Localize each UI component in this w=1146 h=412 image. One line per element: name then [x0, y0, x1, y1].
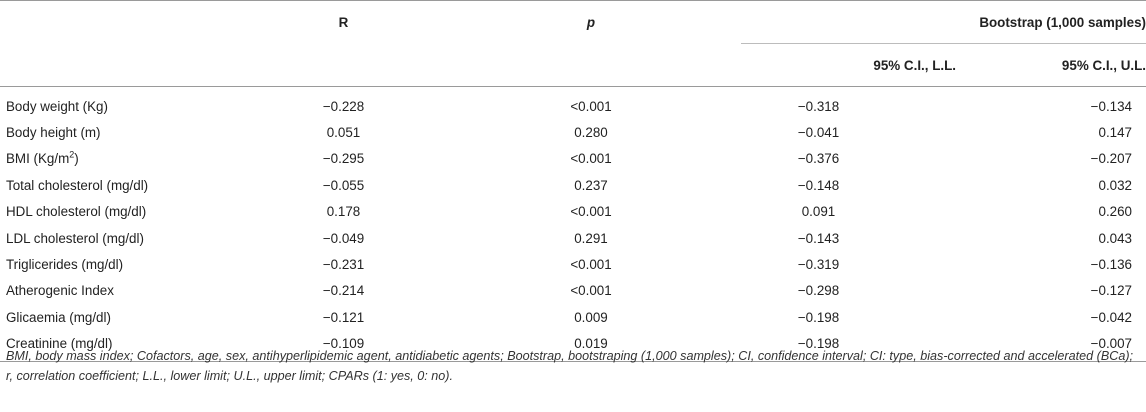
header-blank [0, 1, 246, 44]
cell-ul: 0.260 [1098, 204, 1133, 220]
row-label [0, 251, 246, 277]
cell-r: −0.228 [322, 98, 365, 114]
cell-ll: −0.198 [741, 331, 956, 362]
row-label-text: Glicaemia (mg/dl) [6, 309, 111, 325]
cell-ll: −0.318 [797, 98, 840, 114]
cell-ll: −0.376 [797, 151, 840, 167]
table-row [0, 87, 1146, 120]
header-blank-3 [246, 44, 441, 87]
row-label-text: LDL cholesterol (mg/dl) [6, 230, 144, 246]
header-p: p [441, 1, 741, 44]
row-label-text: BMI (Kg/m [6, 151, 70, 167]
table-footnote: BMI, body mass index; Cofactors, age, sex, antihyperlipidemic agent, antidiabetic agents; Bootstrap, bootstraping (1,000 samples); CI, confidence interval; CI: type, bias-corrected and accelerated (BCa); r, correlation coefficient; L.L., lower limit; U.L., upper limit; CPARs (1: yes, 0: no). [6, 349, 1134, 383]
cell-r: −0.295 [322, 151, 365, 167]
cell-ul: −0.007 [956, 331, 1146, 362]
table-header [0, 1, 1146, 87]
cell-r: −0.121 [322, 309, 365, 325]
table-row [0, 172, 1146, 198]
cell-p: 0.009 [574, 309, 608, 325]
cell-ul: −0.134 [1090, 98, 1133, 114]
row-label-text: HDL cholesterol (mg/dl) [6, 204, 147, 220]
cell-r: −0.055 [322, 177, 365, 193]
cell-ll: −0.041 [797, 125, 840, 141]
table-row [0, 225, 1146, 251]
table-row [0, 119, 1146, 145]
header-row-2 [0, 44, 1146, 87]
cell-ll: −0.198 [797, 309, 840, 325]
cell-p: <0.001 [570, 257, 612, 273]
cell-ul: −0.042 [1090, 309, 1133, 325]
row-label [0, 172, 246, 198]
row-label-text: Triglicerides (mg/dl) [6, 257, 124, 273]
row-label-end: ) [74, 151, 79, 167]
table-body [0, 87, 1146, 362]
cell-p: 0.291 [574, 230, 608, 246]
cell-r: 0.178 [326, 204, 361, 220]
table-row [0, 199, 1146, 225]
cell-ul: −0.136 [1090, 257, 1133, 273]
row-label [0, 278, 246, 304]
cell-ll: −0.148 [797, 177, 840, 193]
cell-ll: −0.143 [797, 230, 840, 246]
header-ll: 95% C.I., L.L. [741, 44, 956, 87]
cell-r: −0.214 [322, 283, 365, 299]
cell-p: 0.237 [574, 177, 608, 193]
cell-p: 0.019 [441, 331, 741, 362]
cell-p: <0.001 [570, 98, 612, 114]
cell-p: <0.001 [570, 283, 612, 299]
row-label-text: Total cholesterol (mg/dl) [6, 177, 149, 193]
cell-p: 0.280 [574, 125, 608, 141]
table-row [0, 251, 1146, 277]
cell-ul: 0.147 [1098, 125, 1133, 141]
cell-ll: 0.091 [801, 204, 836, 220]
cell-ll: −0.319 [797, 257, 840, 273]
header-ul: 95% C.I., U.L. [956, 44, 1146, 87]
cell-r: −0.049 [322, 230, 365, 246]
cell-r: −0.109 [246, 331, 441, 362]
cell-r: −0.231 [322, 257, 365, 273]
header-bootstrap: Bootstrap (1,000 samples) [741, 1, 1146, 44]
row-label [0, 87, 246, 120]
row-label [0, 225, 246, 251]
cell-ul: 0.032 [1098, 177, 1133, 193]
row-label-text: Body weight (Kg) [6, 98, 108, 114]
row-label-text: Creatinine (mg/dl) [6, 336, 113, 352]
header-blank-2 [0, 44, 246, 87]
table-row [0, 146, 1146, 172]
header-row-1 [0, 1, 1146, 44]
row-label-text: Atherogenic Index [6, 283, 114, 299]
table-row [0, 304, 1146, 330]
cell-ll: −0.298 [797, 283, 840, 299]
row-label [0, 119, 246, 145]
cell-p: <0.001 [570, 151, 612, 167]
cell-ul: −0.127 [1090, 283, 1133, 299]
row-label [0, 199, 246, 225]
row-label [0, 146, 246, 172]
row-label-superscript: 2 [69, 150, 75, 160]
header-blank-4 [441, 44, 741, 87]
cell-r: 0.051 [326, 125, 361, 141]
cell-ul: 0.043 [1098, 230, 1133, 246]
cell-p: <0.001 [570, 204, 612, 220]
table-row [0, 278, 1146, 304]
cell-ul: −0.207 [1090, 151, 1133, 167]
row-label [0, 304, 246, 330]
row-label-text: Body height (m) [6, 125, 101, 141]
header-r: R [246, 1, 441, 44]
